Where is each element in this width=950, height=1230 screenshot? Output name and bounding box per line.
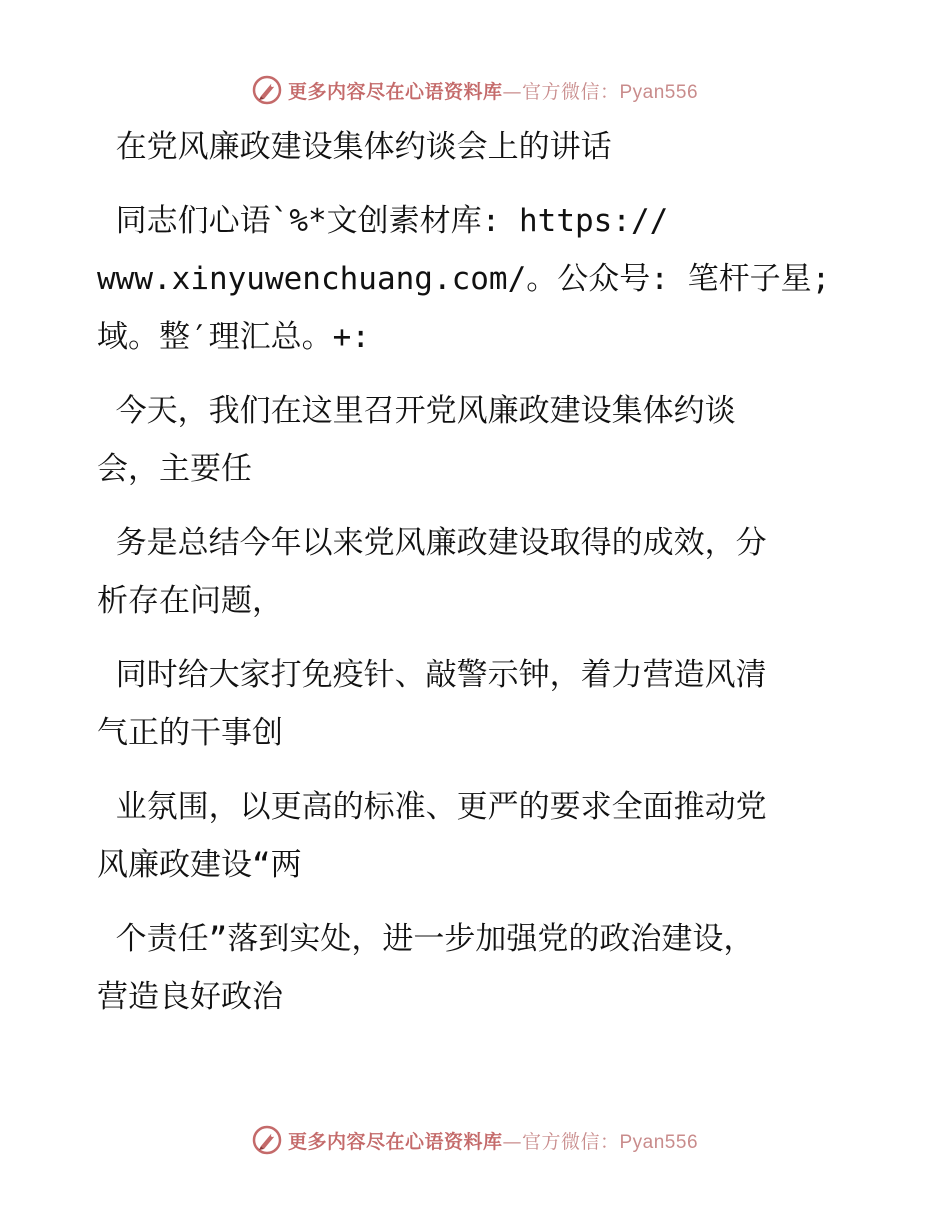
banner-contact-label: 官方微信： <box>521 80 620 103</box>
banner-dash: — <box>502 80 522 103</box>
paragraph: 业氛围，以更高的标准、更严的要求全面推动党 风廉政建设“两 <box>97 789 767 883</box>
header-banner <box>0 70 950 110</box>
banner-wechat-id: Pyan556 <box>619 81 699 103</box>
footer-banner <box>0 1120 950 1160</box>
document-body <box>97 118 837 1042</box>
paragraph: 务是总结今年以来党风廉政建设取得的成效，分 析存在问题， <box>97 525 767 619</box>
banner-text <box>288 77 698 104</box>
paragraph: 同志们心语`%*文创素材库: https:// www.xinyuwenchuang.com/。公众号: 笔杆子星; 域。整′理汇总。+: <box>97 203 831 355</box>
banner-contact-label: 官方微信： <box>521 1130 620 1153</box>
paragraph: 个责任”落到实处，进一步加强党的政治建设， 营造良好政治 <box>97 921 755 1015</box>
banner-brand: 更多内容尽在心语资料库 <box>287 80 503 103</box>
banner-dash: — <box>502 1130 522 1153</box>
pen-nib-logo-icon <box>252 1125 282 1155</box>
document-title: 在党风廉政建设集体约谈会上的讲话 <box>97 129 612 165</box>
banner-wechat-id: Pyan556 <box>619 1131 699 1153</box>
paragraph: 同时给大家打免疫针、敲警示钟，着力营造风清 气正的干事创 <box>97 657 767 751</box>
banner-text <box>288 1127 698 1154</box>
pen-nib-logo-icon <box>252 75 282 105</box>
banner-brand: 更多内容尽在心语资料库 <box>287 1130 503 1153</box>
paragraph: 今天，我们在这里召开党风廉政建设集体约谈 会，主要任 <box>97 393 736 487</box>
